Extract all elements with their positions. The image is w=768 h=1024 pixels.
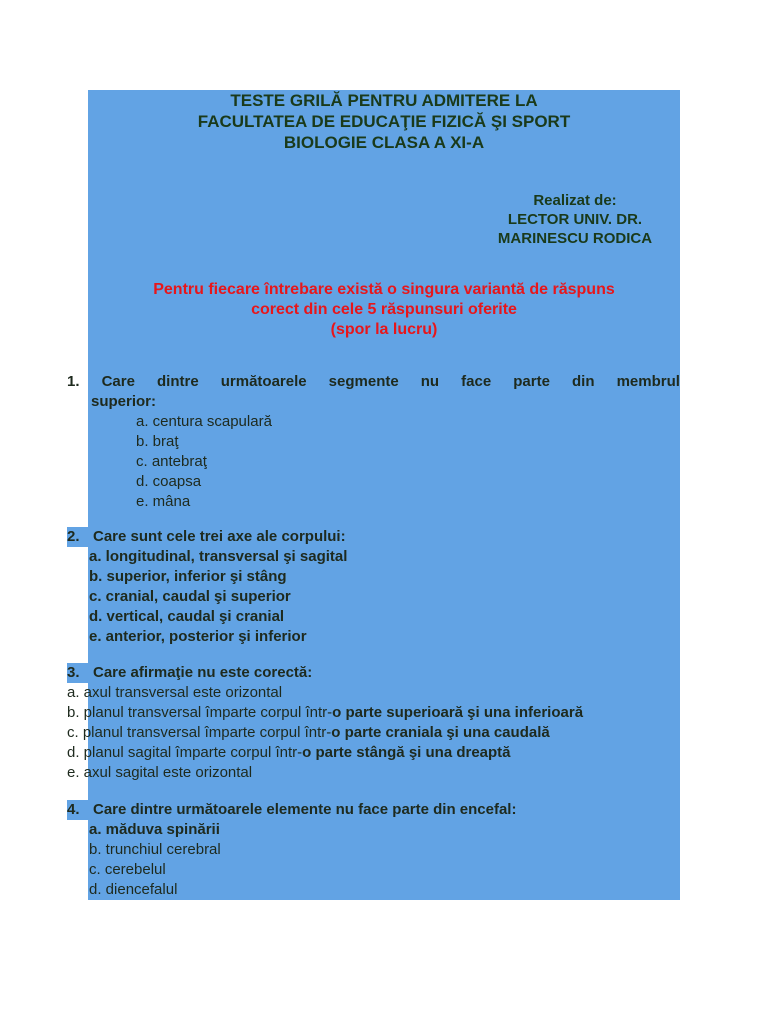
question-2-heading bbox=[67, 527, 680, 547]
answer-option: b. braţ bbox=[136, 433, 179, 450]
question-number: 1. bbox=[67, 373, 80, 390]
instructions-line-2: corect din cele 5 răspunsuri oferite bbox=[251, 301, 517, 318]
author-block bbox=[470, 191, 680, 248]
question-word: face bbox=[461, 373, 492, 390]
answer-option: a. centura scapulară bbox=[136, 413, 272, 430]
answer-option: c. cerebelul bbox=[89, 861, 166, 878]
instructions-line-3: (spor la lucru) bbox=[330, 321, 438, 338]
question-1-text-line-2: superior: bbox=[91, 393, 157, 410]
answer-option: e. anterior, posterior şi inferior bbox=[89, 628, 307, 645]
question-word: parte bbox=[513, 373, 550, 390]
answer-option: d. coapsa bbox=[136, 473, 202, 490]
answer-option: c. antebraţ bbox=[136, 453, 207, 470]
question-number: 2. bbox=[67, 527, 93, 547]
option-text-bold: o parte stângă şi una dreaptă bbox=[302, 744, 511, 761]
question-1 bbox=[67, 372, 680, 512]
answer-option: d. vertical, caudal şi cranial bbox=[89, 608, 285, 625]
answer-option bbox=[67, 763, 680, 783]
answer-option: a. măduva spinării bbox=[89, 821, 220, 838]
option-text: e. axul sagital este orizontal bbox=[67, 764, 253, 781]
question-number: 4. bbox=[67, 800, 93, 820]
author-line-3: MARINESCU RODICA bbox=[497, 230, 653, 247]
question-word: Care bbox=[101, 373, 135, 390]
title-line-1: TESTE GRILĂ PENTRU ADMITERE LA bbox=[230, 91, 538, 110]
question-4-heading bbox=[67, 800, 680, 820]
option-text: a. axul transversal este orizontal bbox=[67, 684, 283, 701]
option-text-bold: o parte superioară şi una inferioară bbox=[332, 704, 584, 721]
option-text: d. planul sagital împarte corpul într- bbox=[67, 744, 303, 761]
answer-option: c. cranial, caudal şi superior bbox=[89, 588, 291, 605]
question-number: 3. bbox=[67, 663, 93, 683]
question-text: Care afirmaţie nu este corectă: bbox=[93, 664, 313, 681]
answer-option bbox=[67, 723, 680, 743]
author-line-1: Realizat de: bbox=[533, 192, 617, 209]
question-text: Care dintre următoarele elemente nu face parte din encefal: bbox=[93, 801, 517, 818]
question-word: segmente bbox=[328, 373, 399, 390]
question-3-heading bbox=[67, 663, 680, 683]
question-3 bbox=[67, 663, 680, 783]
question-word: nu bbox=[420, 373, 440, 390]
answer-option bbox=[67, 683, 680, 703]
title-line-2: FACULTATEA DE EDUCAŢIE FIZICĂ ŞI SPORT bbox=[197, 112, 571, 131]
answer-option bbox=[67, 703, 680, 723]
option-text: c. planul transversal împarte corpul într- bbox=[67, 724, 332, 741]
question-word: următoarele bbox=[220, 373, 307, 390]
question-word: dintre bbox=[157, 373, 199, 390]
title-line-3: BIOLOGIE CLASA A XI-A bbox=[283, 133, 485, 152]
answer-option: d. diencefalul bbox=[89, 881, 178, 898]
question-2 bbox=[67, 527, 680, 647]
answer-option: e. mâna bbox=[136, 493, 191, 510]
question-word: din bbox=[572, 373, 595, 390]
answer-option bbox=[67, 743, 680, 763]
instructions-line-1: Pentru fiecare întrebare există o singura variantă de răspuns bbox=[153, 281, 615, 298]
instructions bbox=[88, 280, 680, 340]
question-1-text-line-1 bbox=[67, 372, 680, 392]
answer-option: b. superior, inferior şi stâng bbox=[89, 568, 287, 585]
document-title bbox=[88, 90, 680, 153]
question-word: membrul bbox=[616, 373, 680, 390]
answer-option: a. longitudinal, transversal şi sagital bbox=[89, 548, 348, 565]
author-line-2: LECTOR UNIV. DR. bbox=[507, 211, 643, 228]
option-text-bold: o parte craniala şi una caudală bbox=[331, 724, 550, 741]
option-text: b. planul transversal împarte corpul într- bbox=[67, 704, 333, 721]
answer-option: b. trunchiul cerebral bbox=[89, 841, 221, 858]
question-text: Care sunt cele trei axe ale corpului: bbox=[93, 528, 346, 545]
question-4 bbox=[67, 800, 680, 900]
